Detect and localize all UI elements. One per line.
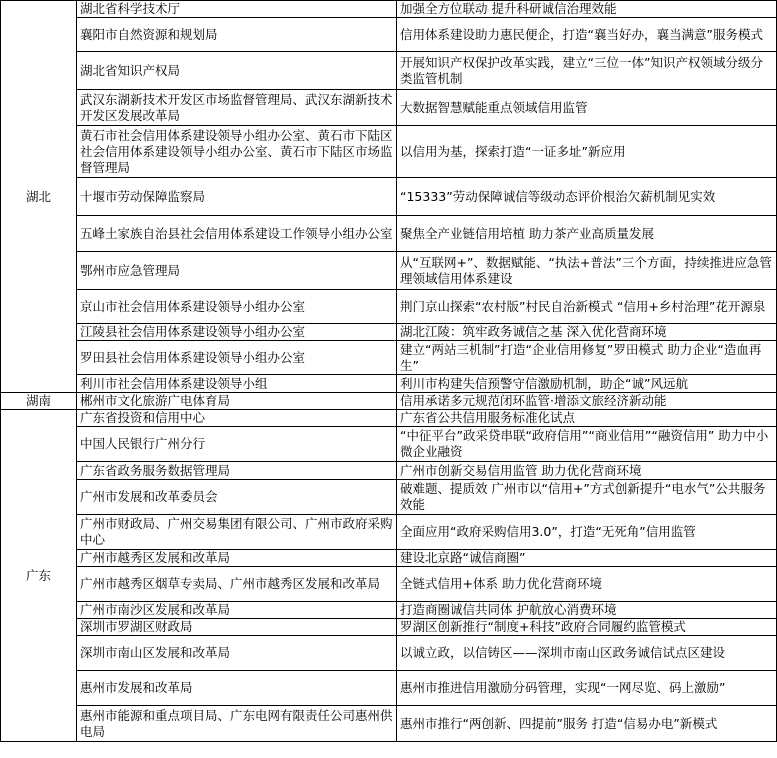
case-title-cell: 利川市构建失信预警守信激励机制，助企“诚”风远航 <box>397 375 777 393</box>
organization-cell: 惠州市发展和改革局 <box>77 671 397 706</box>
table-row <box>1 410 777 427</box>
table-row <box>1 619 777 636</box>
organization-cell: 广东省政务服务数据管理局 <box>77 462 397 480</box>
province-cell: 广东 <box>1 410 77 742</box>
organization-cell: 湖北省知识产权局 <box>77 52 397 90</box>
case-title-cell: 从“互联网+”、数据赋能、“执法+普法”三个方面，持续推进应急管理领域信用体系建设 <box>397 252 777 290</box>
organization-cell: 十堰市劳动保障监察局 <box>77 178 397 216</box>
organization-cell: 广州市财政局、广州交易集团有限公司、广州市政府采购中心 <box>77 515 397 550</box>
case-title-cell: 打造商圈诚信共同体 护航放心消费环境 <box>397 602 777 619</box>
case-title-cell: 开展知识产权保护改革实践，建立“三位一体”知识产权领域分级分类监管机制 <box>397 52 777 90</box>
organization-cell: 广东省投资和信用中心 <box>77 410 397 427</box>
table-row <box>1 52 777 90</box>
case-title-cell: 湖北江陵：筑牢政务诚信之基 深入优化营商环境 <box>397 324 777 341</box>
table-row <box>1 602 777 619</box>
case-title-cell: 建设北京路“诚信商圈” <box>397 550 777 567</box>
organization-cell: 罗田县社会信用体系建设领导小组办公室 <box>77 341 397 375</box>
organization-cell: 中国人民银行广州分行 <box>77 427 397 462</box>
organization-cell: 广州市发展和改革委员会 <box>77 480 397 515</box>
case-title-cell: 荆门京山探索“农村版”村民自治新模式 “信用+乡村治理”花开源泉 <box>397 290 777 324</box>
case-title-cell: 加强全方位联动 提升科研诚信治理效能 <box>397 1 777 18</box>
case-title-cell: 聚焦全产业链信用培植 助力茶产业高质量发展 <box>397 216 777 252</box>
case-title-cell: 大数据智慧赋能重点领域信用监管 <box>397 90 777 126</box>
case-title-cell: “15333”劳动保障诚信等级动态评价根治欠薪机制见实效 <box>397 178 777 216</box>
province-cell: 湖北 <box>1 1 77 393</box>
case-title-cell: 罗湖区创新推行“制度+科技”政府合同履约监管模式 <box>397 619 777 636</box>
table-row <box>1 427 777 462</box>
organization-cell: 武汉东湖新技术开发区市场监督管理局、武汉东湖新技术开发区发展改革局 <box>77 90 397 126</box>
table-row <box>1 706 777 742</box>
organization-cell: 深圳市罗湖区财政局 <box>77 619 397 636</box>
organization-cell: 惠州市能源和重点项目局、广东电网有限责任公司惠州供电局 <box>77 706 397 742</box>
case-title-cell: 广州市创新交易信用监管 助力优化营商环境 <box>397 462 777 480</box>
case-title-cell: 全链式信用+体系 助力优化营商环境 <box>397 567 777 602</box>
case-title-cell: 信用体系建设助力惠民便企，打造“襄当好办，襄当满意”服务模式 <box>397 18 777 52</box>
table-row <box>1 324 777 341</box>
organization-cell: 五峰土家族自治县社会信用体系建设工作领导小组办公室 <box>77 216 397 252</box>
table-row <box>1 393 777 410</box>
organization-cell: 广州市越秀区烟草专卖局、广州市越秀区发展和改革局 <box>77 567 397 602</box>
table-row <box>1 178 777 216</box>
table-row <box>1 462 777 480</box>
case-title-cell: 广东省公共信用服务标准化试点 <box>397 410 777 427</box>
table-row <box>1 216 777 252</box>
table-row <box>1 567 777 602</box>
organization-cell: 京山市社会信用体系建设领导小组办公室 <box>77 290 397 324</box>
case-title-cell: 以诚立政，以信铸区——深圳市南山区政务诚信试点区建设 <box>397 636 777 671</box>
table-row <box>1 290 777 324</box>
case-title-cell: “中征平台”政采贷串联“政府信用”“商业信用”“融资信用” 助力中小微企业融资 <box>397 427 777 462</box>
table-row <box>1 515 777 550</box>
table-row <box>1 480 777 515</box>
case-title-cell: 全面应用“政府采购信用3.0”，打造“无死角”信用监管 <box>397 515 777 550</box>
table-row <box>1 671 777 706</box>
organization-cell: 江陵县社会信用体系建设领导小组办公室 <box>77 324 397 341</box>
organization-cell: 黄石市社会信用体系建设领导小组办公室、黄石市下陆区社会信用体系建设领导小组办公室、黄石市下陆区市场监督管理局 <box>77 126 397 178</box>
table-row <box>1 550 777 567</box>
table-row <box>1 375 777 393</box>
table-row <box>1 18 777 52</box>
province-cell: 湖南 <box>1 393 77 410</box>
organization-cell: 广州市南沙区发展和改革局 <box>77 602 397 619</box>
table-row <box>1 636 777 671</box>
table-row <box>1 1 777 18</box>
case-title-cell: 以信用为基，探索打造“一证多址”新应用 <box>397 126 777 178</box>
organization-cell: 郴州市文化旅游广电体育局 <box>77 393 397 410</box>
organization-cell: 襄阳市自然资源和规划局 <box>77 18 397 52</box>
case-title-cell: 破难题、提质效 广州市以“信用+”方式创新提升“电水气”公共服务效能 <box>397 480 777 515</box>
table-body <box>1 1 777 742</box>
organization-cell: 湖北省科学技术厅 <box>77 1 397 18</box>
table-row <box>1 341 777 375</box>
table-row <box>1 252 777 290</box>
table-row <box>1 90 777 126</box>
table-row <box>1 126 777 178</box>
organization-cell: 利川市社会信用体系建设领导小组 <box>77 375 397 393</box>
case-title-cell: 惠州市推行“两创新、四提前”服务 打造“信易办电”新模式 <box>397 706 777 742</box>
case-title-cell: 信用承诺多元规范闭环监管·增添文旅经济新动能 <box>397 393 777 410</box>
organization-cell: 广州市越秀区发展和改革局 <box>77 550 397 567</box>
case-title-cell: 惠州市推进信用激励分码管理，实现“一网尽览、码上激励” <box>397 671 777 706</box>
case-title-cell: 建立“两站三机制”打造“企业信用修复”罗田模式 助力企业“造血再生” <box>397 341 777 375</box>
organization-cell: 鄂州市应急管理局 <box>77 252 397 290</box>
organization-cell: 深圳市南山区发展和改革局 <box>77 636 397 671</box>
